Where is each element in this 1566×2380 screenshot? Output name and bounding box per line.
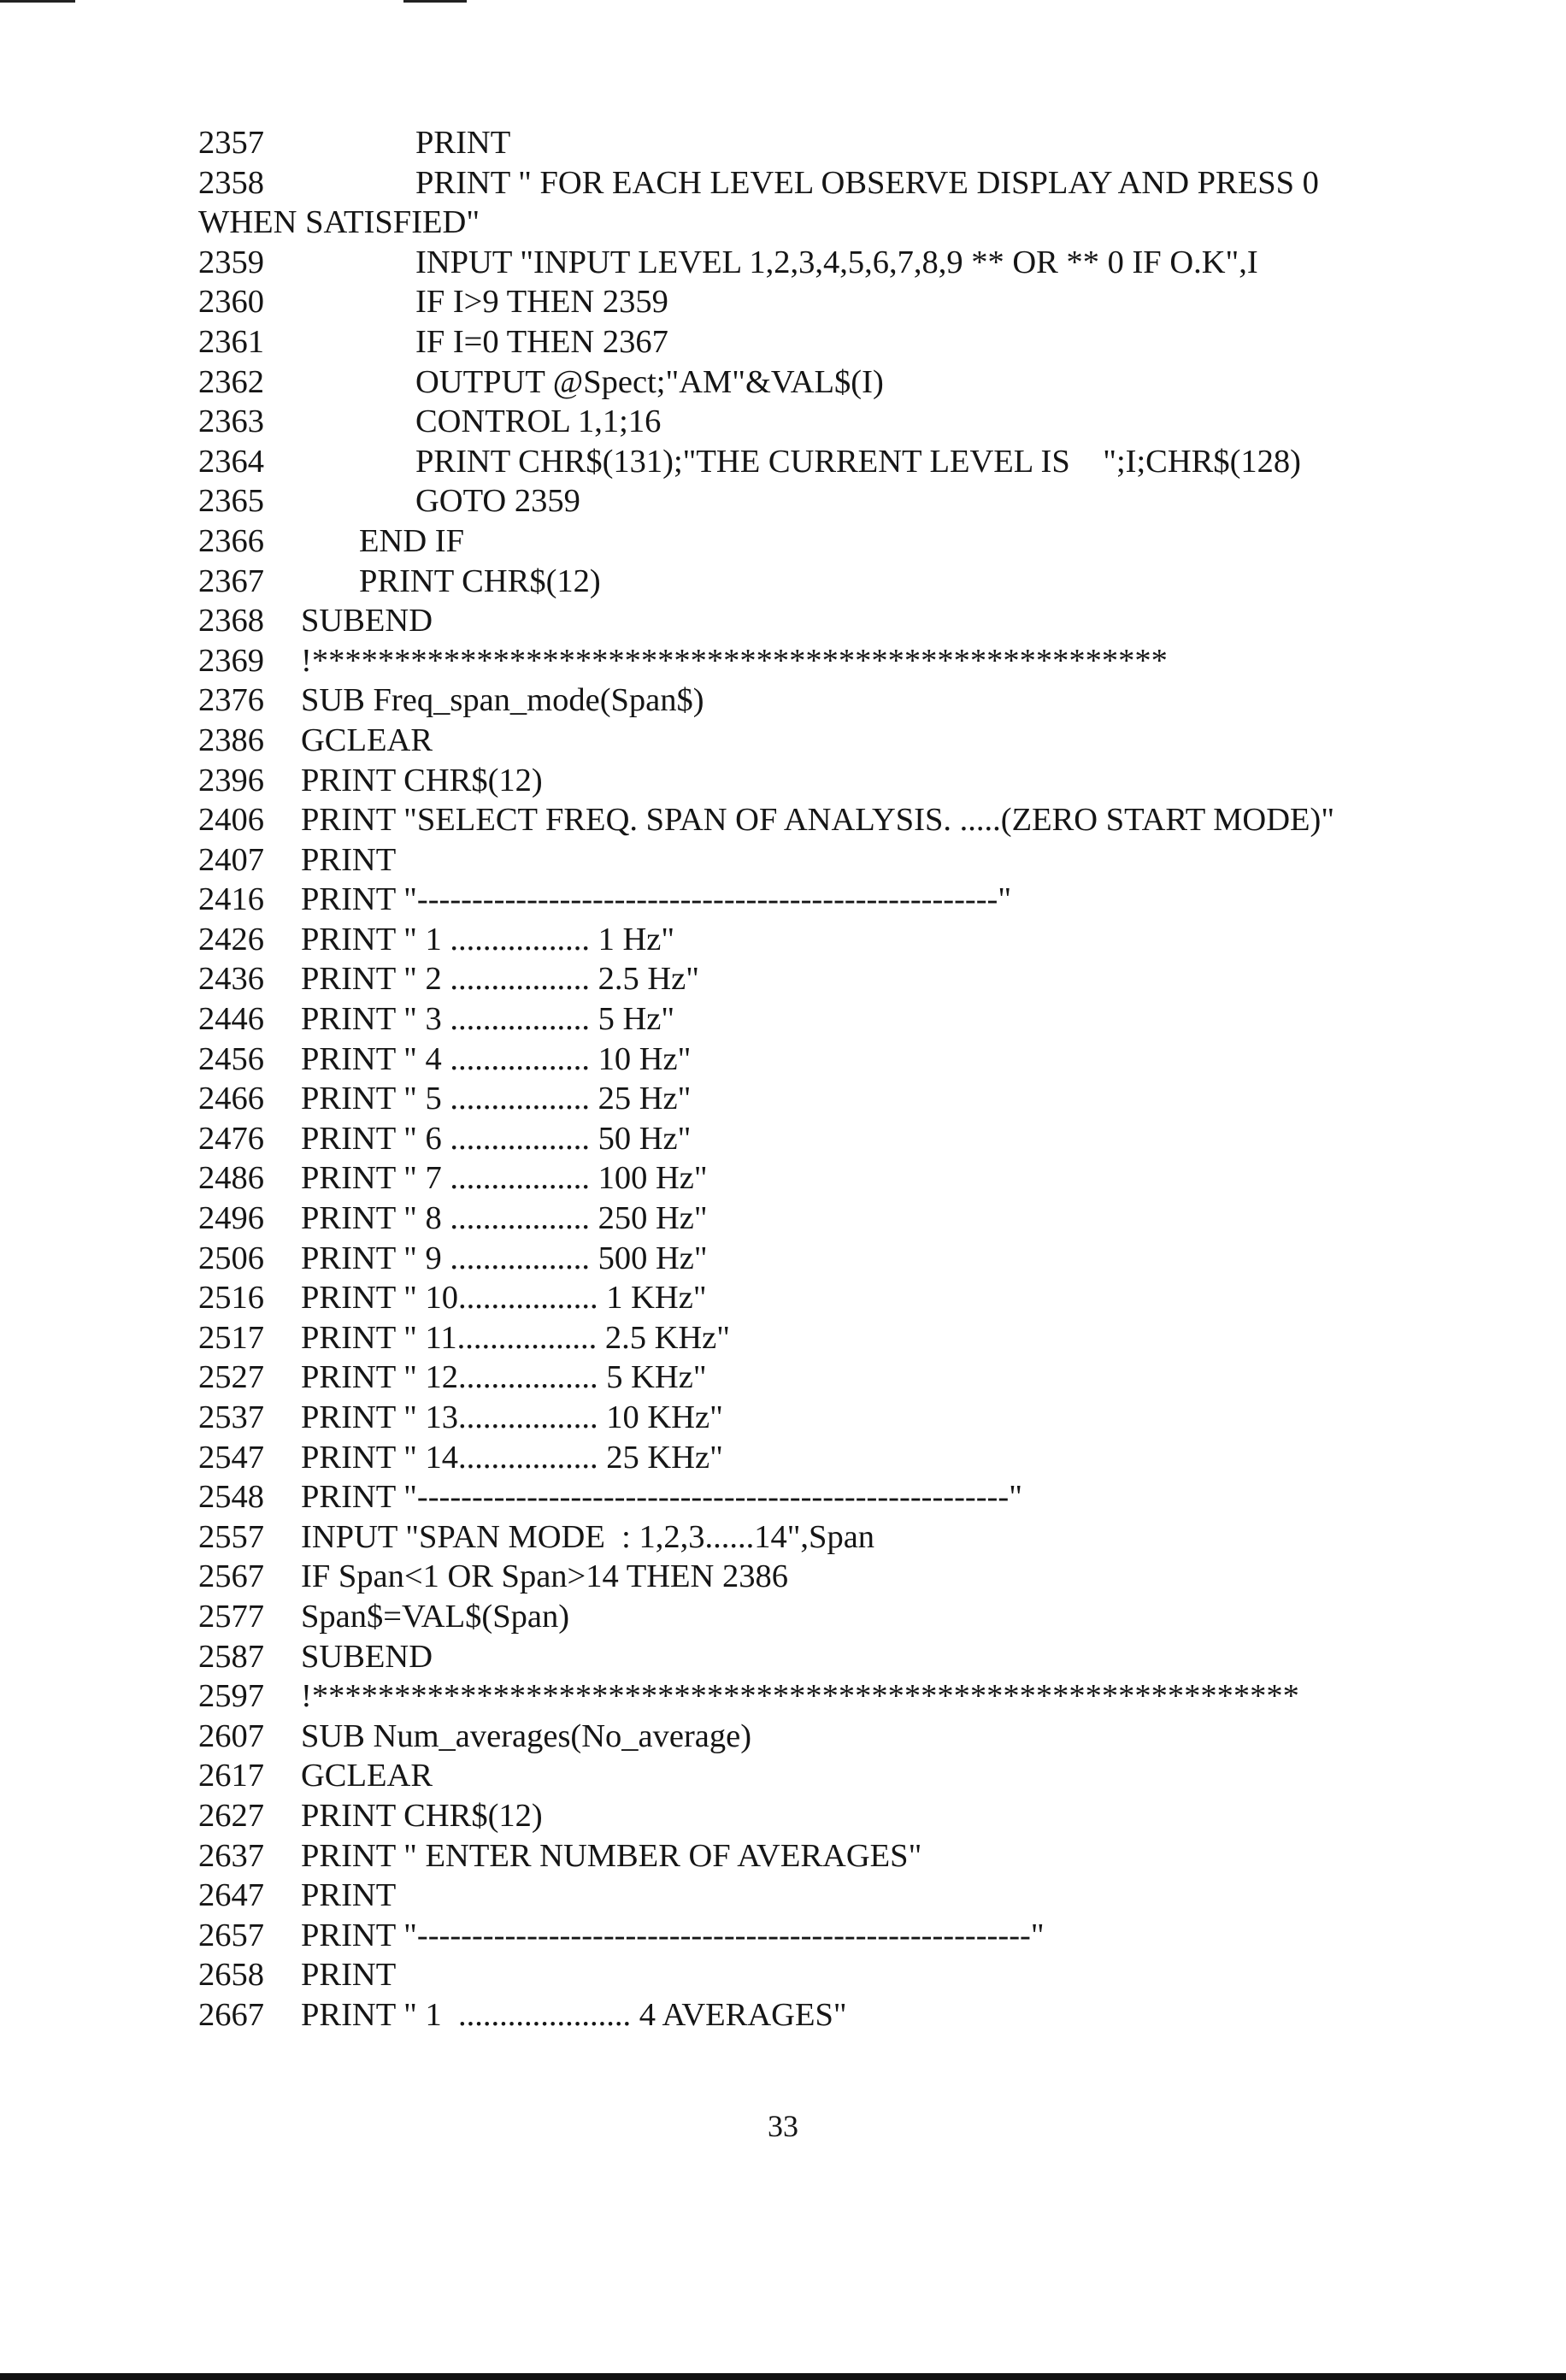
code-listing (198, 123, 1446, 2035)
code-line (198, 1796, 1446, 1836)
line-number: 2456 (198, 1040, 264, 1077)
code-line (198, 1398, 1446, 1438)
line-code: SUB Freq_span_mode(Span$) (301, 682, 704, 719)
code-line (198, 1040, 1446, 1080)
code-line (198, 721, 1446, 761)
code-line (198, 521, 1446, 562)
line-code: PRINT (301, 1957, 397, 1994)
code-line (198, 243, 1446, 283)
line-code: INPUT "INPUT LEVEL 1,2,3,4,5,6,7,8,9 ** OR ** 0 IF O.K",I (415, 244, 1258, 280)
line-number: 2376 (198, 682, 264, 719)
line-number: 2446 (198, 1001, 264, 1038)
line-number: 2386 (198, 722, 264, 758)
code-line (198, 1318, 1446, 1358)
line-number: 2486 (198, 1160, 264, 1197)
line-code: PRINT (301, 841, 397, 878)
line-number: 2369 (198, 642, 264, 679)
line-number: 2368 (198, 603, 264, 639)
line-code: SUBEND (301, 1638, 433, 1675)
line-code: PRINT (415, 125, 511, 161)
code-line (198, 920, 1446, 960)
line-code: INPUT "SPAN MODE : 1,2,3......14",Span (301, 1518, 875, 1555)
code-line (198, 203, 1446, 243)
line-number: 2436 (198, 961, 264, 998)
code-line (198, 1557, 1446, 1597)
code-line (198, 123, 1446, 163)
line-number: 2577 (198, 1598, 264, 1635)
line-code: PRINT CHR$(131);"THE CURRENT LEVEL IS ";I;CHR$(128) (415, 443, 1301, 480)
line-number: 2647 (198, 1877, 264, 1914)
line-number: 2367 (198, 563, 264, 599)
code-line (198, 1955, 1446, 1995)
line-number: 2396 (198, 762, 264, 798)
line-number: 2365 (198, 483, 264, 520)
line-code: PRINT CHR$(12) (359, 563, 601, 599)
code-line (198, 402, 1446, 442)
code-line (198, 880, 1446, 920)
line-number: 2597 (198, 1678, 264, 1715)
top-rule-right (403, 0, 467, 3)
line-number: 2607 (198, 1717, 264, 1754)
line-number: 2637 (198, 1837, 264, 1874)
line-code: GOTO 2359 (415, 483, 580, 520)
code-line (198, 481, 1446, 521)
line-code: PRINT (301, 1877, 397, 1914)
code-line (198, 1199, 1446, 1239)
code-line (198, 1517, 1446, 1558)
bottom-rule (0, 2373, 1566, 2380)
line-code: PRINT "-----------------------------------------------------" (301, 881, 1012, 918)
line-number: 2567 (198, 1558, 264, 1595)
line-code: IF I>9 THEN 2359 (415, 284, 668, 321)
code-line (198, 840, 1446, 881)
line-code: PRINT " 9 ................. 500 Hz" (301, 1240, 708, 1276)
code-line (198, 641, 1446, 681)
line-number: 2527 (198, 1359, 264, 1396)
line-number: 2547 (198, 1439, 264, 1476)
code-line (198, 1836, 1446, 1876)
line-code: IF Span<1 OR Span>14 THEN 2386 (301, 1558, 788, 1595)
code-line (198, 362, 1446, 403)
line-code: !**************************************************** (301, 642, 1168, 679)
line-number: 2407 (198, 841, 264, 878)
line-code: GCLEAR (301, 1758, 433, 1794)
line-number: 2362 (198, 363, 264, 400)
code-line (198, 959, 1446, 999)
line-code: PRINT CHR$(12) (301, 1797, 543, 1834)
line-code: PRINT " 12................. 5 KHz" (301, 1359, 707, 1396)
code-line (198, 1916, 1446, 1956)
line-number: 2667 (198, 1996, 264, 2033)
line-number: 2496 (198, 1200, 264, 1237)
line-number: 2363 (198, 404, 264, 440)
line-number: 2406 (198, 802, 264, 839)
line-code: PRINT "------------------------------------------------------" (301, 1479, 1022, 1516)
code-line (198, 163, 1446, 203)
code-line (198, 1717, 1446, 1757)
line-code: PRINT " 1 ................. 1 Hz" (301, 921, 675, 957)
line-code: PRINT " 8 ................. 250 Hz" (301, 1200, 708, 1237)
line-code: SUB Num_averages(No_average) (301, 1717, 752, 1754)
line-number: 2627 (198, 1797, 264, 1834)
code-line (198, 442, 1446, 482)
line-code: Span$=VAL$(Span) (301, 1598, 570, 1635)
line-code: PRINT " 4 ................. 10 Hz" (301, 1040, 692, 1077)
line-code: PRINT " 5 ................. 25 Hz" (301, 1081, 692, 1117)
line-number: 2361 (198, 323, 264, 360)
line-number: 2658 (198, 1957, 264, 1994)
code-line (198, 1158, 1446, 1199)
line-number: 2657 (198, 1917, 264, 1953)
code-line (198, 800, 1446, 840)
code-line (198, 1438, 1446, 1478)
line-number: 2537 (198, 1399, 264, 1435)
line-code: IF I=0 THEN 2367 (415, 323, 668, 360)
code-line (198, 1278, 1446, 1318)
code-line (198, 1597, 1446, 1637)
line-number: 2617 (198, 1758, 264, 1794)
line-code: PRINT " FOR EACH LEVEL OBSERVE DISPLAY AND PRESS 0 (415, 164, 1319, 201)
code-line (198, 1637, 1446, 1677)
code-line (198, 1477, 1446, 1517)
line-number: 2517 (198, 1319, 264, 1356)
code-line-continuation: WHEN SATISFIED" (198, 204, 480, 241)
line-code: !************************************************************ (301, 1678, 1299, 1715)
code-line (198, 282, 1446, 322)
code-line (198, 562, 1446, 602)
line-code: PRINT "--------------------------------------------------------" (301, 1917, 1045, 1953)
line-code: PRINT " 10................. 1 KHz" (301, 1280, 707, 1317)
line-code: PRINT " 13................. 10 KHz" (301, 1399, 723, 1435)
line-number: 2364 (198, 443, 264, 480)
code-line (198, 601, 1446, 641)
line-number: 2358 (198, 164, 264, 201)
line-code: PRINT CHR$(12) (301, 762, 543, 798)
code-line (198, 999, 1446, 1040)
line-code: PRINT " 1 ..................... 4 AVERAGES" (301, 1996, 847, 2033)
line-number: 2416 (198, 881, 264, 918)
line-code: GCLEAR (301, 722, 433, 758)
line-number: 2557 (198, 1518, 264, 1555)
line-number: 2587 (198, 1638, 264, 1675)
line-code: PRINT " 7 ................. 100 Hz" (301, 1160, 708, 1197)
code-line (198, 1876, 1446, 1916)
line-number: 2506 (198, 1240, 264, 1276)
line-code: SUBEND (301, 603, 433, 639)
line-code: END IF (359, 522, 464, 559)
code-line (198, 322, 1446, 362)
line-code: CONTROL 1,1;16 (415, 404, 662, 440)
code-line (198, 1995, 1446, 2035)
line-code: PRINT "SELECT FREQ. SPAN OF ANALYSIS. .....(ZERO START MODE)" (301, 802, 1335, 839)
line-number: 2357 (198, 125, 264, 161)
line-code: PRINT " 3 ................. 5 Hz" (301, 1001, 675, 1038)
line-number: 2359 (198, 244, 264, 280)
page-number: 33 (768, 2109, 798, 2143)
code-line (198, 761, 1446, 801)
top-rule-left (0, 0, 75, 3)
code-line (198, 1079, 1446, 1119)
line-number: 2366 (198, 522, 264, 559)
code-line (198, 1239, 1446, 1279)
line-number: 2360 (198, 284, 264, 321)
line-code: OUTPUT @Spect;"AM"&VAL$(I) (415, 363, 884, 400)
line-number: 2516 (198, 1280, 264, 1317)
code-line (198, 1358, 1446, 1398)
line-code: PRINT " 11................. 2.5 KHz" (301, 1319, 730, 1356)
line-code: PRINT " 6 ................. 50 Hz" (301, 1120, 692, 1157)
code-line (198, 1676, 1446, 1717)
code-line (198, 1756, 1446, 1796)
line-code: PRINT " 14................. 25 KHz" (301, 1439, 723, 1476)
line-number: 2548 (198, 1479, 264, 1516)
line-number: 2476 (198, 1120, 264, 1157)
code-line (198, 680, 1446, 721)
code-line (198, 1119, 1446, 1159)
line-number: 2466 (198, 1081, 264, 1117)
line-number: 2426 (198, 921, 264, 957)
line-code: PRINT " 2 ................. 2.5 Hz" (301, 961, 699, 998)
line-code: PRINT " ENTER NUMBER OF AVERAGES" (301, 1837, 922, 1874)
